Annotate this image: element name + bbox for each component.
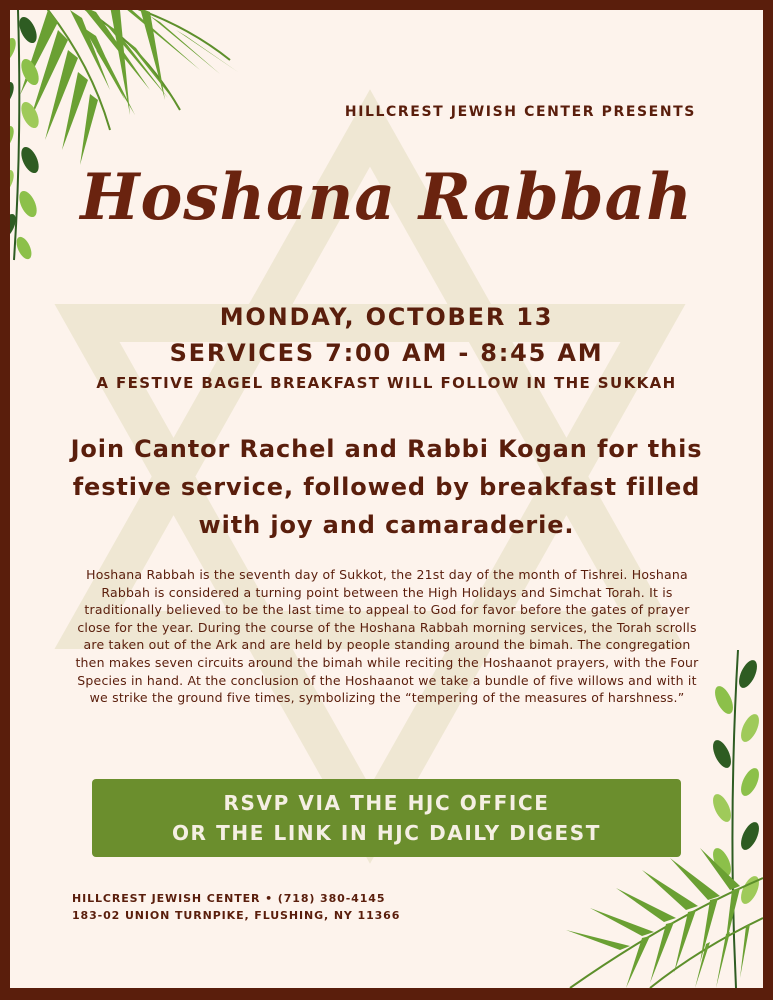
intro-text: Join Cantor Rachel and Rabbi Kogan for this festive service, followed by breakfast filled with joy and camaraderie. bbox=[70, 435, 703, 539]
contact-address-line: 183-02 UNION TURNPIKE, FLUSHING, NY 11366 bbox=[72, 909, 401, 922]
rsvp-line-2: OR THE LINK IN HJC DAILY DIGEST bbox=[171, 821, 602, 845]
contact-info bbox=[72, 890, 400, 924]
rsvp-button[interactable] bbox=[92, 779, 681, 857]
rsvp-line-1: RSVP VIA THE HJC OFFICE bbox=[223, 791, 550, 815]
contact-phone-line: HILLCREST JEWISH CENTER • (718) 380-4145 bbox=[72, 892, 386, 905]
service-times: SERVICES 7:00 AM - 8:45 AM bbox=[169, 339, 604, 367]
palm-frond-icon bbox=[550, 848, 763, 988]
poster bbox=[10, 10, 763, 988]
event-title: Hoshana Rabbah bbox=[80, 160, 693, 235]
breakfast-note: A FESTIVE BAGEL BREAKFAST WILL FOLLOW IN THE SUKKAH bbox=[96, 374, 677, 392]
presenter-line: HILLCREST JEWISH CENTER PRESENTS bbox=[344, 104, 696, 120]
description-text: Hoshana Rabbah is the seventh day of Sukkot, the 21st day of the month of Tishrei. Hoshana Rabbah is considered a turning point between the High Holidays and Simchat Torah. It is traditionally believed to be the last time to appeal to God for favor before the gates of prayer close for the year. During the course of the Hoshana Rabbah morning services, the Torah scrolls are taken out of the Ark and are held by people standing around the bimah. The congregation then makes seven circuits around the bimah while reciting the Hoshaanot prayers, with the Four Species in hand. At the conclusion of the Hoshaanot we take a bundle of five willows and with it we strike the ground five times, symbolizing the “tempering of the measures of harshness.” bbox=[75, 567, 699, 706]
event-date: MONDAY, OCTOBER 13 bbox=[219, 303, 554, 331]
